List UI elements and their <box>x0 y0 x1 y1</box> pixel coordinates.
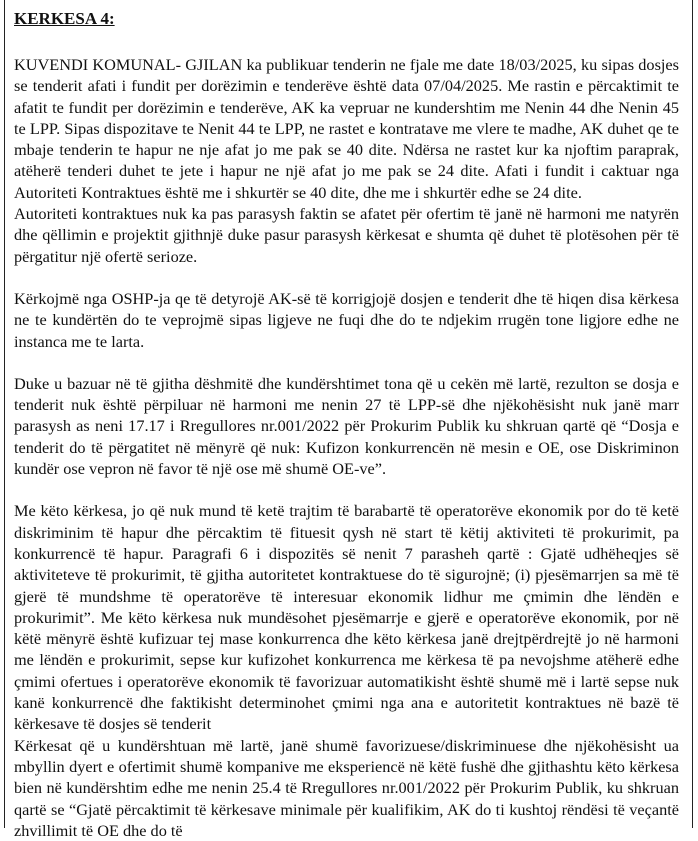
paragraph-authority: Autoriteti kontraktues nuk ka pas parasysh faktin se afatet për ofertim të janë në harmoni me natyrën dhe qëllimin e projektit gjithnjë duke pasur parasysh kërkesat e shumta që duhet të plotësohen për të përgatitur një ofertë serioze. <box>14 204 679 266</box>
paragraph-evidence: Duke u bazuar në të gjitha dëshmitë dhe kundërshtimet tona që u cekën më lartë, rezulton se dosja e tenderit nuk është përpiluar në harmoni me nenin 27 të LPP-së dhe njëkohësisht nuk janë marr parasysh as neni 17.17 i Rregullores nr.001/2022 për Prokurim Publik ku shkruan qartë që “Dosja e tenderit do të përgatitet në mënyrë që nuk: Kufizon konkurrencën në mesin e OE, ose Diskriminon kundër ose vepron në favor të një ose më shumë OE-ve”. <box>14 373 679 479</box>
document-body <box>14 8 679 841</box>
page-border-left <box>4 0 5 828</box>
paragraph-deadline: KUVENDI KOMUNAL- GJILAN ka publikuar tenderin ne fjale me date 18/03/2025, ku sipas dosjes se tenderit afati i fundit per dorëzimin e tenderëve është data 07/04/2025. Me rastin e përcaktimit te afatit te fundit per dorëzimin e tenderëve, AK ka vepruar ne kundershtim me Nenin 44 dhe Nenin 45 te LPP. Sipas dispozitave te Nenit 44 te LPP, ne rastet e kontratave me vlere te madhe, AK duhet qe te mbaje tenderin te hapur ne nje afat jo me pak se 40 dite. Ndërsa ne rastet kur ka njoftim paraprak, atëherë tenderi duhet te jete i hapur ne një afat jo me pak se 24 dite. Afati i fundit i caktuar nga Autoriteti Kontraktues është me i shkurtër se 40 dite, dhe me i shkurtër edhe se 24 dite. <box>14 55 679 202</box>
paragraph-requirements: Kërkesat që u kundërshtuan më lartë, janë shumë favorizuese/diskriminuese dhe njëkohësisht ua mbyllin dyert e ofertimit shumë kompanive me eksperiencë në këtë fushë dhe gjithashtu këto kërkesa bien në kundërshtim edhe me nenin 25.4 të Rregullores nr.001/2022 për Prokurim Publik, ku shkruan qartë se “Gjatë përcaktimit të kërkesave minimale për kualifikim, AK do ti kushtoj rëndësi të veçantë zhvillimit të OE dhe do të <box>14 735 679 840</box>
paragraph-request: Kërkojmë nga OSHP-ja qe të detyrojë AK-së të korrigjojë dosjen e tenderit dhe të hiqen disa kërkesa ne te kundërtën do te veprojmë sipas ligjeve ne fuqi dhe do te ndjekim rrugën tone ligjore edhe ne instanca me te larta. <box>14 288 679 351</box>
section-heading: KERKESA 4: <box>14 9 115 28</box>
page-border-right <box>692 0 693 828</box>
paragraph-discrimination: Me këto kërkesa, jo që nuk mund të ketë trajtim të barabartë të operatorëve ekonomik por do të ketë diskriminim të hapur dhe përcaktim të fituesit qysh në start të këtij aktiviteti të prokurimit, pa konkurrencë të hapur. Paragrafi 6 i dispozitës së nenit 7 parasheh qartë : Gjatë udhëheqjes së aktiviteteve të prokurimit, të gjitha autoritetet kontraktuese do të sigurojnë; (i) pjesëmarrjen sa më të gjerë të mundshme të operatorëve të interesuar ekonomik lidhur me çmimin dhe lëndën e prokurimit”. Me këto kërkesa nuk mundësohet pjesëmarrje e gjerë e operatorëve ekonomik, por në këtë mënyrë është kufizuar tej mase konkurrenca dhe këto kërkesa janë drejtpërdrejtë jo në harmoni me lëndën e prokurimit, sepse kur kufizohet konkurrenca me kërkesa të pa nevojshme atëherë edhe çmimi ofertues i operatorëve ekonomik të favorizuar automatikisht është shumë më i lartë sepse nuk kanë konkurrencë dhe faktikisht determinohet çmimi nga ana e autoritetit kontraktues në bazë të kërkesave të dosjes së tenderit <box>14 501 679 734</box>
